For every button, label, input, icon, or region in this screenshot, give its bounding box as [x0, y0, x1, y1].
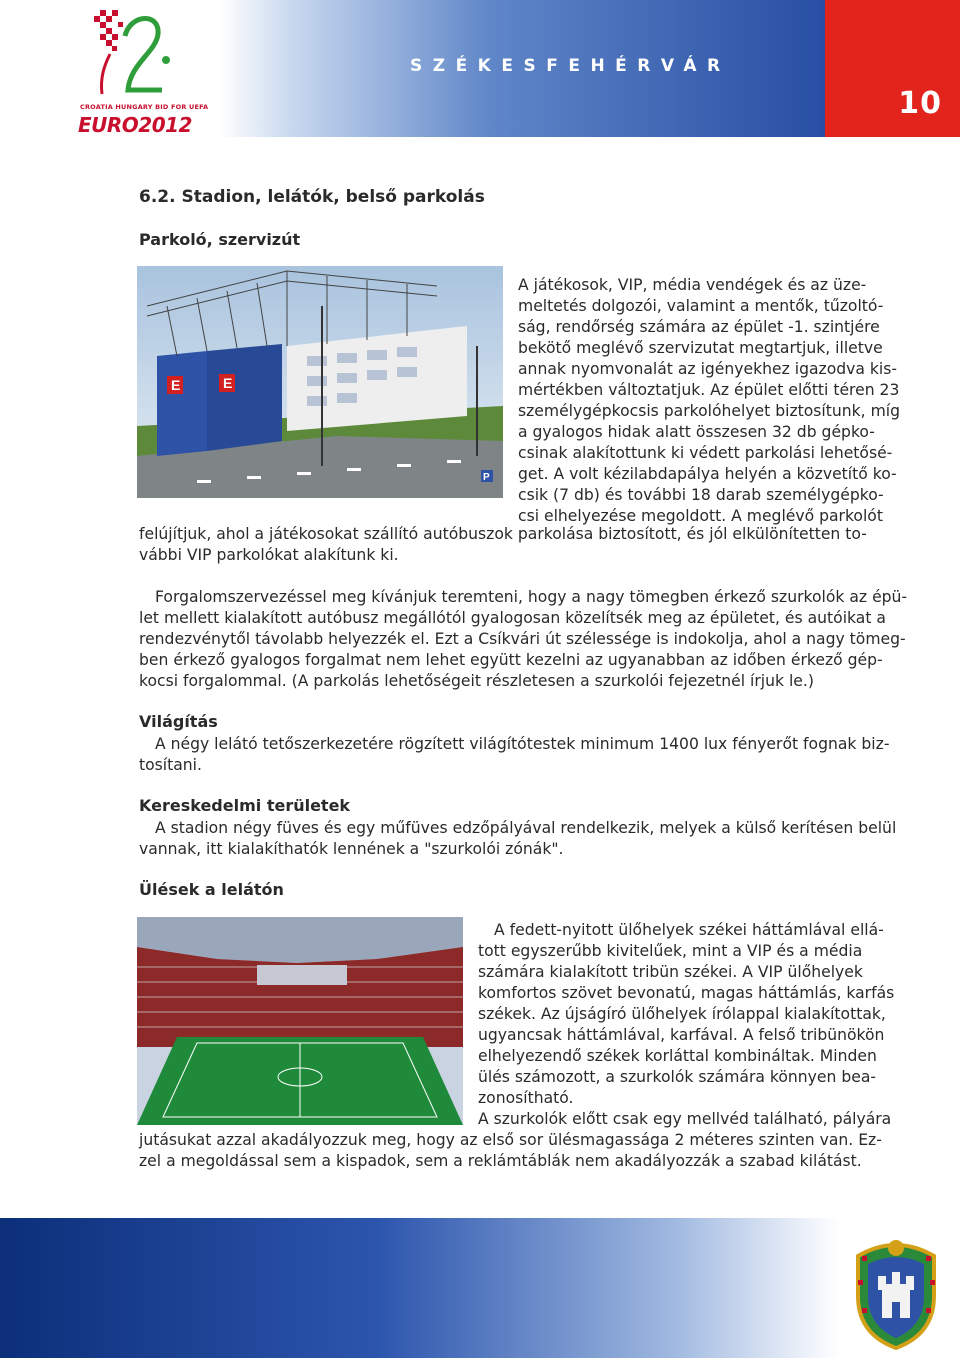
commercial-paragraph: A stadion négy füves és egy műfüves edzőpályával rendelkezik, melyek a külső kerítésen belül vannak, itt kialakíthatók lennének a "szurkolói zónák". — [139, 819, 897, 858]
stadium-interior-image — [137, 917, 463, 1125]
city-name: SZÉKESFEHÉRVÁR — [410, 56, 731, 76]
parking-paragraph-full: felújítjuk, ahol a játékosokat szállító autóbuszok parkolása biztosított, és jól elkülönítetten to- vábbi VIP parkolókat alakítunk ki. — [139, 525, 867, 564]
seats-paragraph-full: jutásukat azzal akadályozzuk meg, hogy az első sor ülésmagassága 2 méteres szinten van. Ez- zel a megoldással sem a kispadok, sem a reklámtáblák nem akadályozzák a szabad kilátást. — [139, 1131, 882, 1170]
page-number: 10 — [898, 86, 942, 121]
commercial-heading: Kereskedelmi területek — [139, 796, 351, 815]
parking-paragraph-right: A játékosok, VIP, média vendégek és az üze- meltetés dolgozói, valamint a mentők, tűzoltó- ság, rendőrség számára az épület -1. szintjére bekötő meglévő szervizutat megtartjuk, illetve annak nyomvonalát az igényekhez igazodva kis- mértékben változtatjuk. Az épület előtti téren 23 személygépkocsis parkolóhelyet biztosítunk, míg a gyalogos hidak alatt összesen 32 db gépko- csinak alakítottunk ki védett parkolási lehetősé- get. A volt kézilabdapálya helyén a közvetítő ko- csik (7 db) és további 18 darab személygépko- csi elhelyezése megoldott. A meglévő parkolót — [518, 276, 900, 525]
page-header — [0, 0, 960, 137]
lighting-paragraph: A négy lelátó tetőszerkezetére rögzített világítótestek minimum 1400 lux fényerőt fognak biz- tosítani. — [139, 735, 890, 774]
checkered-figure-icon — [94, 10, 123, 51]
seats-heading: Ülések a lelátón — [139, 880, 284, 899]
traffic-paragraph: Forgalomszervezéssel meg kívánjuk teremteni, hogy a nagy tömegben érkező szurkolók az épü- let mellett kialakított autóbusz megállótól gyalogosan közelítsék meg az épületet, és autóikat a rendezvénytől távolabb helyezzék el. Ezt a Csíkvári út szélessége is indokolja, ahol a nagy tömeg- ben érkező gyalogos forgalmat nem lehet együtt kezelni az ugyanabban az időben érkező gép- kocsi forgalommal. (A parkolás lehetőségeit részletesen a szurkolói fejezetnél írjuk le.) — [139, 588, 908, 690]
section-title: 6.2. Stadion, lelátók, belső parkolás — [139, 187, 485, 207]
svg-text:E: E — [223, 375, 233, 391]
svg-text:E: E — [171, 377, 181, 393]
city-coat-of-arms-icon — [838, 1236, 954, 1352]
footer-blue-band — [0, 1218, 840, 1358]
logo-caption: CROATIA HUNGARY BID FOR UEFA — [80, 103, 209, 111]
seats-paragraph-right: A fedett-nyitott ülőhelyek székei háttámlával ellá- tott egyszerűbb kivitelűek, mint a VIP és a média számára kialakított tribün székei. A VIP ülőhelyek komfortos szövet bevonatú, magas háttámlás, karfás székek. Az újságíró ülőhelyek írólappal kialakítottak, ugyancsak háttámlával, karfával. A felső tribünökön elhelyezendő székek korláttal kombináltak. Minden ülés számozott, a szurkolók számára könnyen bea- zonosítható. A szurkolók előtt csak egy mellvéd található, pályára — [478, 921, 895, 1128]
svg-text:P: P — [483, 472, 490, 483]
stadium-exterior-image — [137, 266, 503, 498]
subheading-parking: Parkoló, szervizút — [139, 230, 301, 249]
lighting-heading: Világítás — [139, 712, 218, 731]
logo-wordmark: EURO2012 — [78, 113, 192, 137]
